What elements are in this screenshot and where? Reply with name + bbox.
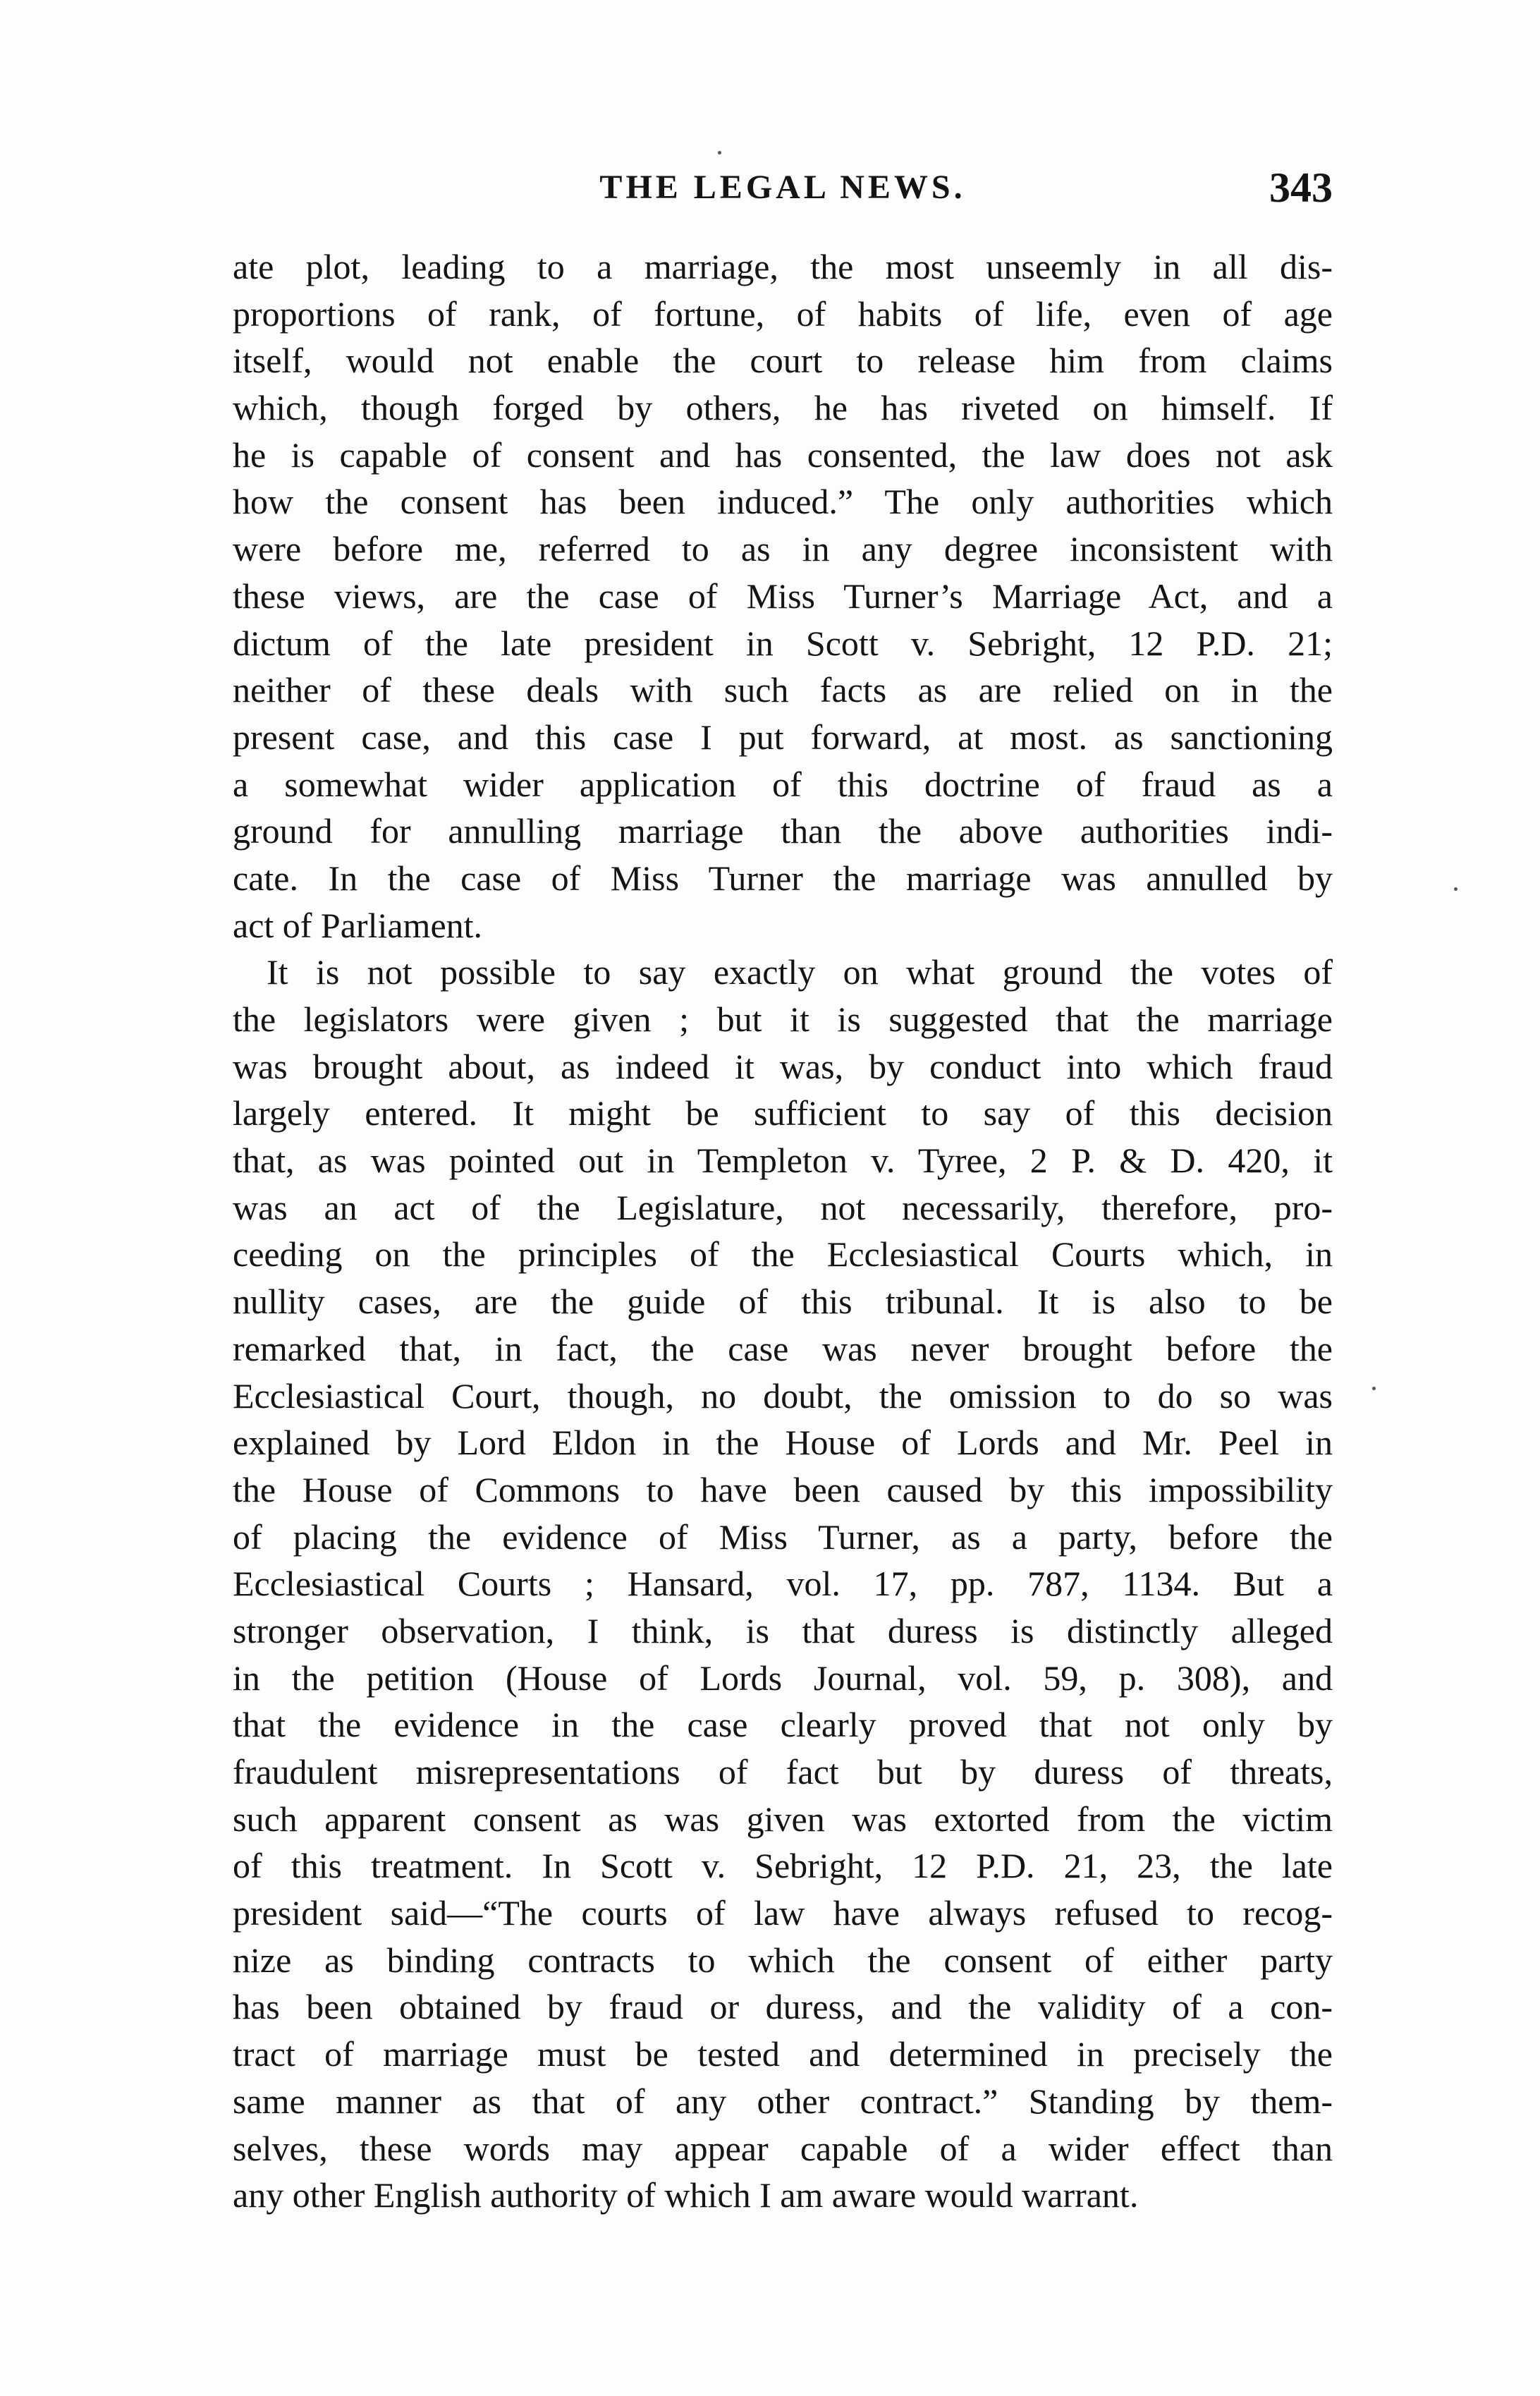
text-line: It is not possible to say exactly on what ground the votes of xyxy=(267,952,1333,992)
text-line: ate plot, leading to a marriage, the most unseemly in all dis- xyxy=(233,247,1333,286)
text-line: president said—“The courts of law have always refused to recog- xyxy=(233,1893,1333,1933)
ink-speck xyxy=(1372,1387,1376,1390)
paragraph-2 xyxy=(233,949,1333,2219)
body-text xyxy=(233,243,1333,2219)
text-line: largely entered. It might be sufficient to say of this decision xyxy=(233,1093,1333,1133)
text-line: was brought about, as indeed it was, by conduct into which fraud xyxy=(233,1046,1333,1086)
text-line: proportions of rank, of fortune, of habits of life, even of age xyxy=(233,293,1333,334)
ink-speck xyxy=(1454,887,1458,891)
text-line: these views, are the case of Miss Turner’s Marriage Act, and a xyxy=(233,576,1333,616)
text-line: Ecclesiastical Court, though, no doubt, the omission to do so was xyxy=(233,1375,1333,1416)
text-line: act of Parliament. xyxy=(233,905,483,945)
text-line: nize as binding contracts to which the consent of either party xyxy=(233,1940,1333,1980)
text-line: stronger observation, I think, is that duress is distinctly alleged xyxy=(233,1610,1333,1650)
text-line: explained by Lord Eldon in the House of Lords and Mr. Peel in xyxy=(233,1423,1333,1463)
running-head xyxy=(233,164,1333,227)
text-line: any other English authority of which I am aware would warrant. xyxy=(233,2175,1139,2215)
text-line: same manner as that of any other contract.” Standing by them- xyxy=(233,2081,1333,2121)
page-number: 343 xyxy=(1269,164,1333,211)
text-line: selves, these words may appear capable of a wider effect than xyxy=(233,2128,1333,2168)
text-line: remarked that, in fact, the case was never brought before the xyxy=(233,1328,1333,1368)
text-line: was an act of the Legislature, not necessarily, therefore, pro- xyxy=(233,1187,1333,1227)
running-title: THE LEGAL NEWS. xyxy=(599,169,966,206)
paragraph-1 xyxy=(233,243,1333,949)
text-line: a somewhat wider application of this doctrine of fraud as a xyxy=(233,764,1333,804)
text-line: of this treatment. In Scott v. Sebright, 12 P.D. 21, 23, the late xyxy=(233,1846,1333,1886)
text-line: itself, would not enable the court to release him from claims xyxy=(233,341,1333,381)
text-line: dictum of the late president in Scott v. Sebright, 12 P.D. 21; xyxy=(233,623,1333,663)
text-line: ground for annulling marriage than the above authorities indi- xyxy=(233,811,1333,851)
text-line: nullity cases, are the guide of this tribunal. It is also to be xyxy=(233,1282,1333,1322)
text-line: how the consent has been induced.” The only authorities which xyxy=(233,482,1333,522)
text-line: present case, and this case I put forward, at most. as sanctioning xyxy=(233,717,1333,757)
text-line: that, as was pointed out in Templeton v. Tyree, 2 P. & D. 420, it xyxy=(233,1141,1333,1181)
text-line: such apparent consent as was given was extorted from the victim xyxy=(233,1799,1333,1839)
text-line: cate. In the case of Miss Turner the marriage was annulled by xyxy=(233,858,1333,898)
ink-speck xyxy=(718,151,721,154)
text-line: were before me, referred to as in any degree inconsistent with xyxy=(233,529,1333,569)
text-line: Ecclesiastical Courts ; Hansard, vol. 17, pp. 787, 1134. But a xyxy=(233,1564,1333,1604)
text-line: tract of marriage must be tested and determined in precisely the xyxy=(233,2034,1333,2074)
text-line: the House of Commons to have been caused by this impossibility xyxy=(233,1469,1333,1509)
text-line: fraudulent misrepresentations of fact but by duress of threats, xyxy=(233,1752,1333,1792)
text-line: ceeding on the principles of the Ecclesiastical Courts which, in xyxy=(233,1234,1333,1275)
text-line: has been obtained by fraud or duress, and the validity of a con- xyxy=(233,1987,1333,2027)
text-line: of placing the evidence of Miss Turner, as a party, before the xyxy=(233,1516,1333,1557)
text-line: neither of these deals with such facts as are relied on in the xyxy=(233,670,1333,710)
text-line: he is capable of consent and has consented, the law does not ask xyxy=(233,434,1333,475)
text-line: in the petition (House of Lords Journal, vol. 59, p. 308), and xyxy=(233,1658,1333,1698)
text-line: that the evidence in the case clearly proved that not only by xyxy=(233,1705,1333,1745)
text-line: the legislators were given ; but it is suggested that the marriage xyxy=(233,999,1333,1039)
text-line: which, though forged by others, he has riveted on himself. If xyxy=(233,388,1333,428)
